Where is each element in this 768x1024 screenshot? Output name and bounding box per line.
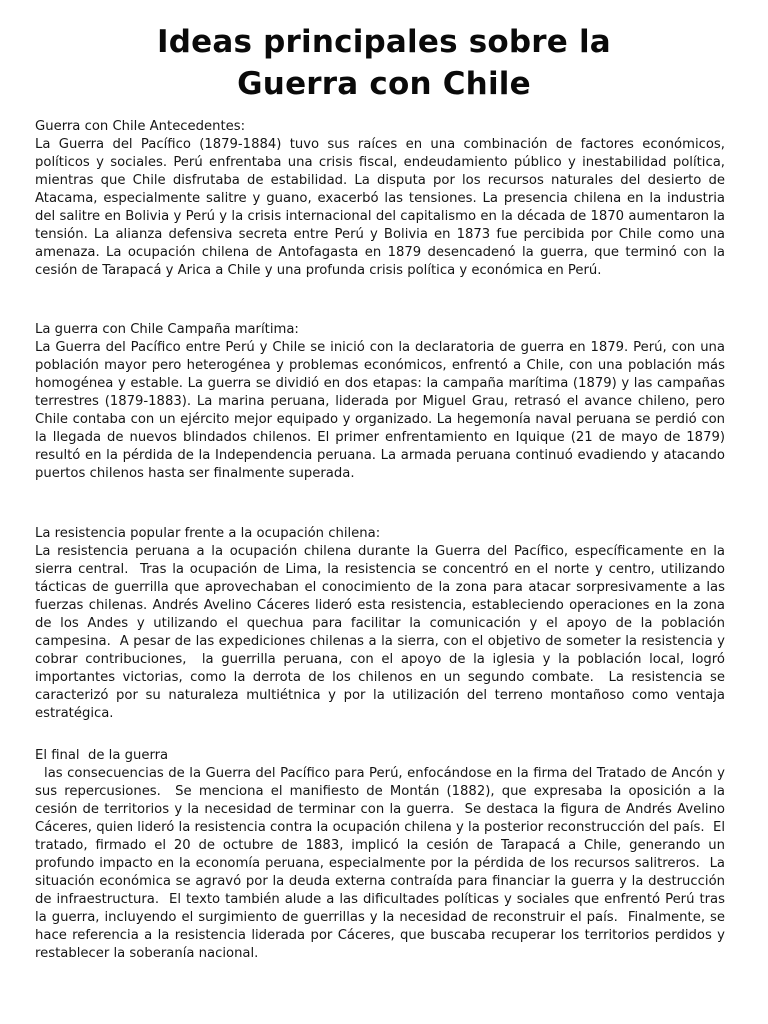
section-heading: Guerra con Chile Antecedentes: — [35, 119, 246, 134]
section-final-guerra — [35, 747, 730, 963]
section-heading: El final de la guerra — [35, 748, 169, 763]
section-paragraph: La Guerra del Pacífico (1879-1884) tuvo sus raíces en una combinación de factores económicos, políticos y sociales. Perú enfrentaba una crisis fiscal, endeudamiento público y inestabilidad política, mientras que Chile disfrutaba de estabilidad. La disputa por los recursos naturales del desierto de Atacama, especialmente salitre y guano, exacerbó las tensiones. La presencia chilena en la industria del salitre en Bolivia y Perú y la crisis internacional del capitalismo en la década de 1870 aumentaron la tensión. La alianza defensiva secreta entre Perú y Bolivia en 1873 fue percibida por Chile como una amenaza. La ocupación chilena de Antofagasta en 1879 desencadenó la guerra, que terminó con la cesión de Tarapacá y Arica a Chile y una profunda crisis política y económica en Perú. — [35, 137, 730, 278]
section-heading: La guerra con Chile Campaña marítima: — [35, 322, 299, 337]
section-heading: La resistencia popular frente a la ocupación chilena: — [35, 526, 381, 541]
section-paragraph: La Guerra del Pacífico entre Perú y Chile se inició con la declaratoria de guerra en 1879. Perú, con una población mayor pero heterogénea y problemas económicos, enfrentó a Chile, con una población más homogénea y estable. La guerra se dividió en dos etapas: la campaña marítima (1879) y las campañas terrestres (1879-1883). La marina peruana, liderada por Miguel Grau, retrasó el avance chileno, pero Chile contaba con un ejército mejor equipado y organizado. La hegemonía naval peruana se perdió con la llegada de nuevos blindados chilenos. El primer enfrentamiento en Iquique (21 de mayo de 1879) resultó en la pérdida de la Independencia peruana. La armada peruana continuó evadiendo y atacando puertos chilenos hasta ser finalmente superada. — [35, 340, 730, 481]
page-title — [0, 21, 768, 105]
section-paragraph: La resistencia peruana a la ocupación chilena durante la Guerra del Pacífico, específicamente en la sierra central. Tras la ocupación de Lima, la resistencia se concentró en el norte y centro, utilizando tácticas de guerrilla que aprovechaban el conocimiento de la zona para atacar sorpresivamente a las fuerzas chilenas. Andrés Avelino Cáceres lideró esta resistencia, estableciendo operaciones en la zona de los Andes y utilizando el quechua para facilitar la comunicación y el apoyo de la población campesina. A pesar de las expediciones chilenas a la sierra, con el objetivo de someter la resistencia y cobrar contribuciones, la guerrilla peruana, con el apoyo de la iglesia y la población local, logró importantes victorias, como la derrota de los chilenos en un segundo combate. La resistencia se caracterizó por su naturaleza multiétnica y por la utilización del terreno montañoso como ventaja estratégica. — [35, 544, 730, 721]
section-campana-maritima — [35, 321, 730, 483]
section-antecedentes — [35, 118, 730, 280]
page-title-line-2: Guerra con Chile — [237, 66, 531, 102]
section-resistencia-popular — [35, 525, 730, 723]
section-paragraph: las consecuencias de la Guerra del Pacífico para Perú, enfocándose en la firma del Tratado de Ancón y sus repercusiones. Se menciona el manifiesto de Montán (1882), que expresaba la oposición a la cesión de territorios y la necesidad de terminar con la guerra. Se destaca la figura de Andrés Avelino Cáceres, quien lideró la resistencia contra la ocupación chilena y la posterior reconstrucción del país. El tratado, firmado el 20 de octubre de 1883, implicó la cesión de Tarapacá a Chile, generando un profundo impacto en la economía peruana, especialmente por la pérdida de los recursos salitreros. La situación económica se agravó por la deuda externa contraída para financiar la guerra y la destrucción de infraestructura. El texto también alude a las dificultades políticas y sociales que enfrentó Perú tras la guerra, incluyendo el surgimiento de guerrillas y la necesidad de reconstruir el país. Finalmente, se hace referencia a la resistencia liderada por Cáceres, que buscaba recuperar los territorios perdidos y restablecer la soberanía nacional. — [35, 766, 730, 961]
page-title-line-1: Ideas principales sobre la — [157, 24, 611, 60]
